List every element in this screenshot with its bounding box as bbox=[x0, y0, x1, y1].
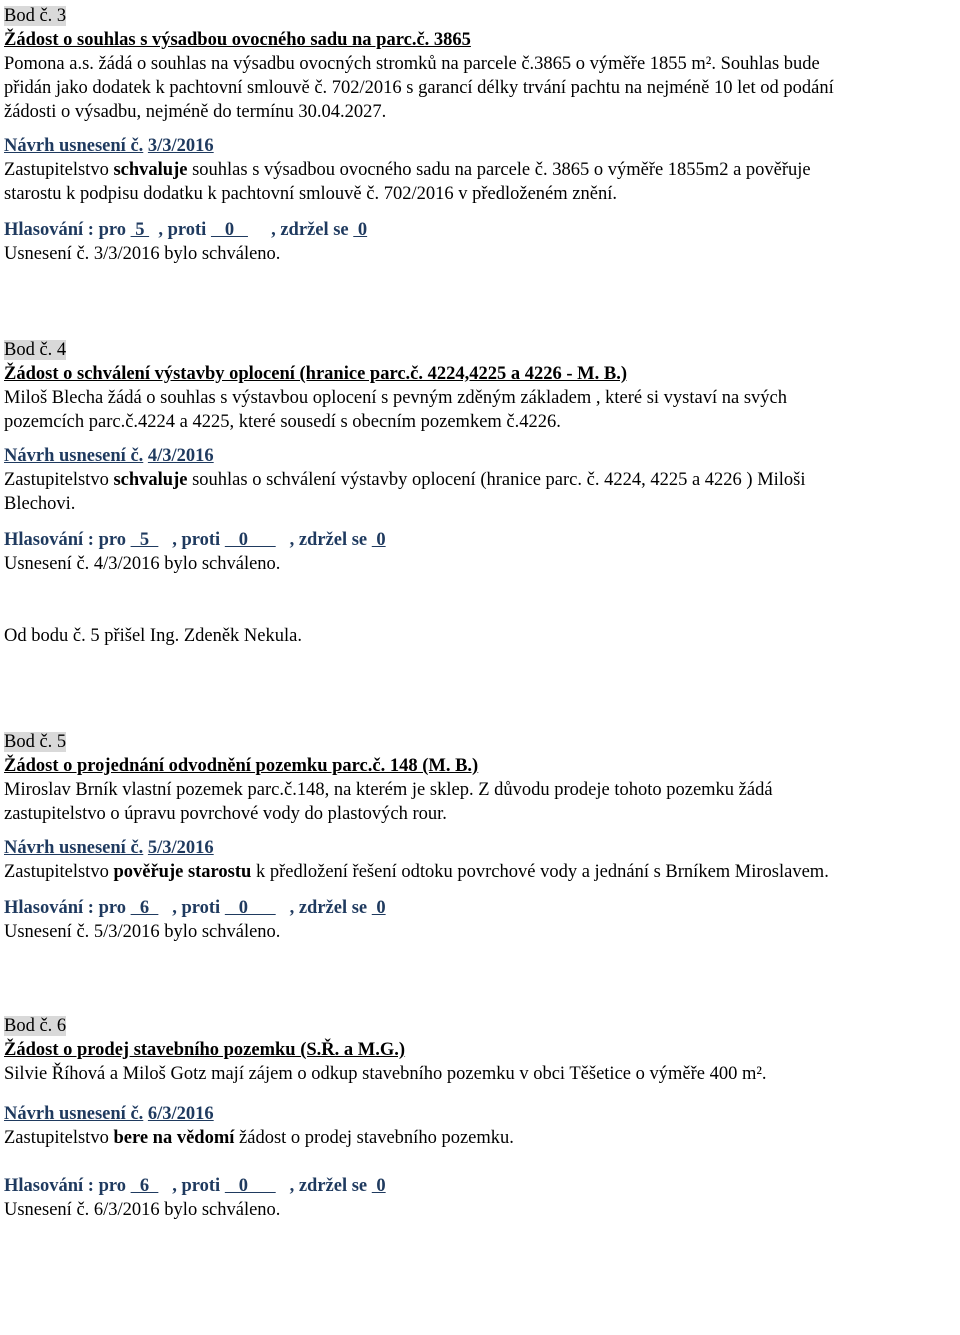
item-title: Žádost o souhlas s výsadbou ovocného sadu na parc.č. 3865 bbox=[4, 30, 471, 50]
resolution-verb: schvaluje bbox=[113, 160, 188, 180]
vote-line: Hlasování : pro 5 , proti 0 , zdržel se 0 bbox=[4, 530, 386, 550]
document-page bbox=[4, 4, 956, 1222]
item-label: Bod č. 6 bbox=[4, 1016, 67, 1036]
resolution-text: Zastupitelstvo bere na vědomí žádost o prodej stavebního pozemku. bbox=[4, 1128, 514, 1148]
item-label: Bod č. 4 bbox=[4, 340, 67, 360]
agenda-item-4 bbox=[4, 338, 956, 576]
body-line: pozemcích parc.č.4224 a 4225, které sousedí s obecním pozemkem č.4226. bbox=[4, 412, 561, 432]
resolution-text: Blechovi. bbox=[4, 494, 76, 514]
resolution-text: Zastupitelstvo pověřuje starostu k předložení řešení odtoku povrchové vody a jednání s Brníkem Miroslavem. bbox=[4, 862, 829, 882]
result-line: Usnesení č. 6/3/2016 bylo schváleno. bbox=[4, 1200, 281, 1220]
item-title: Žádost o schválení výstavby oplocení (hranice parc.č. 4224,4225 a 4226 - M. B.) bbox=[4, 364, 627, 384]
proposal-heading: Návrh usnesení č. 4/3/2016 bbox=[4, 446, 214, 466]
agenda-item-3 bbox=[4, 4, 956, 266]
resolution-text: Zastupitelstvo schvaluje souhlas s výsadbou ovocného sadu na parcele č. 3865 o výměře 1855m2 a pověřuje bbox=[4, 160, 811, 180]
item-title: Žádost o prodej stavebního pozemku (S.Ř. a M.G.) bbox=[4, 1040, 406, 1060]
resolution-text: Zastupitelstvo schvaluje souhlas o schválení výstavby oplocení (hranice parc. č. 4224, 4225 a 4226 ) Miloši bbox=[4, 470, 806, 490]
body-line: Miroslav Brník vlastní pozemek parc.č.148, na kterém je sklep. Z důvodu prodeje tohoto pozemku žádá bbox=[4, 780, 773, 800]
attendance-note: Od bodu č. 5 přišel Ing. Zdeněk Nekula. bbox=[4, 626, 302, 646]
vote-line: Hlasování : pro 6 , proti 0 , zdržel se 0 bbox=[4, 1176, 386, 1196]
agenda-item-5 bbox=[4, 730, 956, 944]
body-line: Pomona a.s. žádá o souhlas na výsadbu ovocných stromků na parcele č.3865 o výměře 1855 m². Souhlas bude bbox=[4, 54, 820, 74]
item-label: Bod č. 5 bbox=[4, 732, 67, 752]
body-line: žádosti o výsadbu, nejméně do termínu 30.04.2027. bbox=[4, 102, 387, 122]
item-title: Žádost o projednání odvodnění pozemku parc.č. 148 (M. B.) bbox=[4, 756, 479, 776]
body-line: zastupitelstvo o úpravu povrchové vody do plastových rour. bbox=[4, 804, 447, 824]
proposal-heading: Návrh usnesení č. 3/3/2016 bbox=[4, 136, 214, 156]
body-line: přidán jako dodatek k pachtovní smlouvě č. 702/2016 s garancí délky trvání pachtu na nejméně 10 let od podání bbox=[4, 78, 834, 98]
result-line: Usnesení č. 4/3/2016 bylo schváleno. bbox=[4, 554, 281, 574]
item-label: Bod č. 3 bbox=[4, 6, 67, 26]
resolution-verb: pověřuje starostu bbox=[113, 862, 252, 882]
resolution-verb: schvaluje bbox=[113, 470, 188, 490]
result-line: Usnesení č. 5/3/2016 bylo schváleno. bbox=[4, 922, 281, 942]
body-line: Silvie Říhová a Miloš Gotz mají zájem o odkup stavebního pozemku v obci Těšetice o výměře 400 m². bbox=[4, 1064, 767, 1084]
resolution-text: starostu k podpisu dodatku k pachtovní smlouvě č. 702/2016 v předloženém znění. bbox=[4, 184, 617, 204]
result-line: Usnesení č. 3/3/2016 bylo schváleno. bbox=[4, 244, 281, 264]
vote-line: Hlasování : pro 6 , proti 0 , zdržel se 0 bbox=[4, 898, 386, 918]
proposal-heading: Návrh usnesení č. 6/3/2016 bbox=[4, 1104, 214, 1124]
proposal-heading: Návrh usnesení č. 5/3/2016 bbox=[4, 838, 214, 858]
resolution-verb: bere na vědomí bbox=[113, 1128, 235, 1148]
vote-line: Hlasování : pro 5 , proti 0 , zdržel se 0 bbox=[4, 220, 368, 240]
agenda-item-6 bbox=[4, 1014, 956, 1222]
body-line: Miloš Blecha žádá o souhlas s výstavbou oplocení s pevným zděným základem , které si vystaví na svých bbox=[4, 388, 787, 408]
